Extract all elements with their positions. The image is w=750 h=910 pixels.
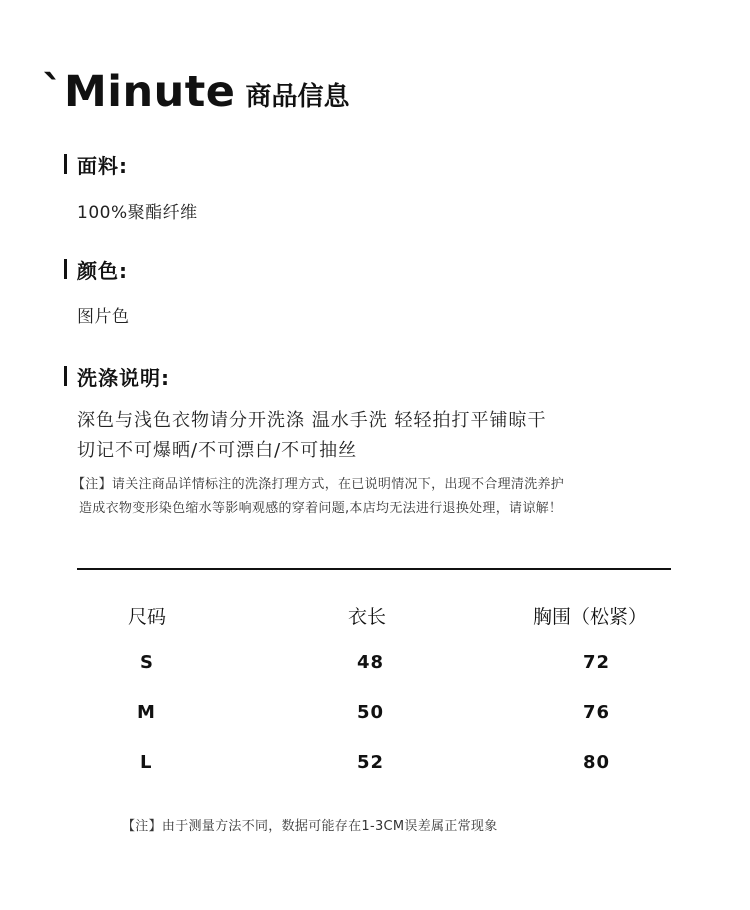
care-instruction-line-1: 深色与浅色衣物请分开洗涤 温水手洗 轻轻拍打平铺晾干 [77,410,547,431]
size-header: 尺码 [128,606,167,628]
care-note-line-1: 【注】请关注商品详情标注的洗涤打理方式，在已说明情况下，出现不合理清洗养护 [72,477,565,492]
heading-bar [64,154,67,174]
chest-header: 胸围（松紧） [533,606,648,628]
heading-bar [64,366,67,386]
fabric-value: 100%聚酯纤维 [77,203,198,223]
color-label: 颜色: [77,258,128,283]
table-cell: 72 [583,652,611,673]
care-label: 洗涤说明: [77,365,170,390]
table-cell: 48 [357,652,385,673]
fabric-label: 面料: [77,153,128,178]
fabric-heading [64,151,128,177]
brand-logo: `Minute [42,67,236,117]
care-instruction-line-2: 切记不可爆晒/不可漂白/不可抽丝 [77,440,358,461]
care-heading [64,363,170,389]
table-cell: L [140,752,153,773]
color-heading [64,256,128,282]
table-cell: 50 [357,702,385,723]
table-cell: 80 [583,752,611,773]
heading-bar [64,259,67,279]
table-divider [77,568,671,570]
care-note-line-2: 造成衣物变形染色缩水等影响观感的穿着问题,本店均无法进行退换处理，请谅解！ [79,501,563,516]
table-cell: 52 [357,752,385,773]
page-header [42,66,350,117]
table-cell: 76 [583,702,611,723]
table-cell: S [140,652,154,673]
page-title: 商品信息 [245,82,350,112]
table-cell: M [137,702,156,723]
footer-note: 【注】由于测量方法不同，数据可能存在1-3CM误差属正常现象 [122,819,498,834]
color-value: 图片色 [77,307,130,327]
length-header: 衣长 [348,606,387,628]
